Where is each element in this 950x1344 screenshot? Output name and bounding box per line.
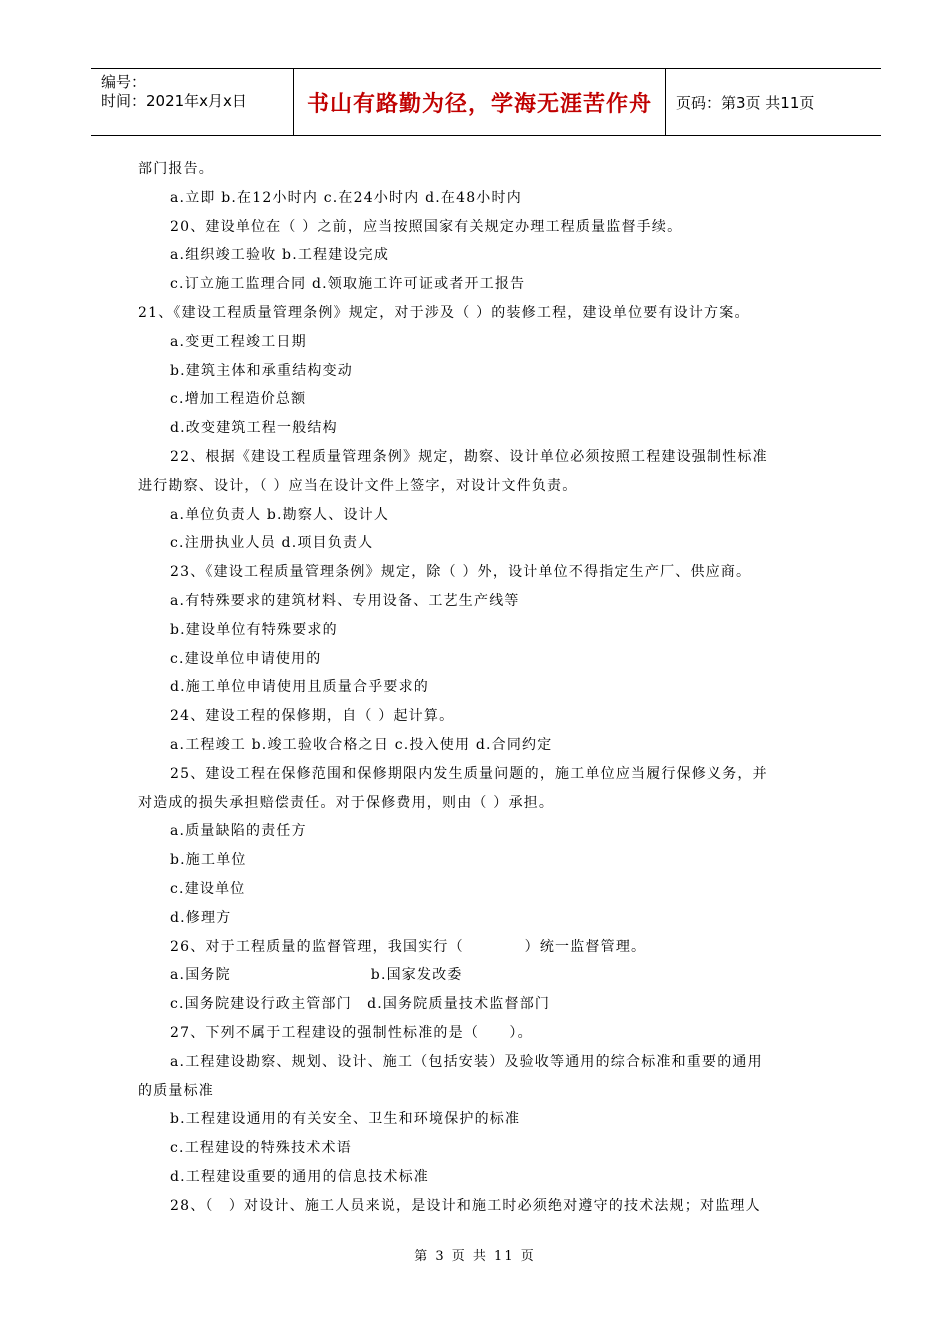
answer-option: a.工程建设勘察、规划、设计、施工（包括安装）及验收等通用的综合标准和重要的通用 <box>170 1053 763 1070</box>
answer-option: b.工程建设通用的有关安全、卫生和环境保护的标准 <box>170 1111 521 1128</box>
answer-option: b.建筑主体和承重结构变动 <box>170 362 354 379</box>
answer-option-continued: 的质量标准 <box>138 1082 214 1099</box>
answer-option: a.有特殊要求的建筑材料、专用设备、工艺生产线等 <box>170 592 520 609</box>
answer-option: d.改变建筑工程一般结构 <box>170 420 338 437</box>
answer-option: d.工程建设重要的通用的信息技术标准 <box>170 1168 430 1185</box>
answer-option-a: a.国务院 <box>170 967 231 984</box>
document-body <box>138 155 838 1220</box>
header-meta <box>91 69 291 135</box>
answer-options: c.注册执业人员 d.项目负责人 <box>170 535 374 552</box>
question-20: 20、建设单位在（ ）之前，应当按照国家有关规定办理工程质量监督手续。 <box>170 218 683 235</box>
answer-option: d.施工单位申请使用且质量合乎要求的 <box>170 679 430 696</box>
question-28: 28、（ ）对设计、施工人员来说，是设计和施工时必须绝对遵守的技术法规；对监理人 <box>170 1197 761 1214</box>
answer-option: c.建设单位 <box>170 880 246 897</box>
page-footer: 第 3 页 共 11 页 <box>414 1249 536 1264</box>
answer-option: a.质量缺陷的责任方 <box>170 823 307 840</box>
header-motto: 书山有路勤为径，学海无涯苦作舟 <box>306 91 652 117</box>
answer-options: a.组织竣工验收 b.工程建设完成 <box>170 247 390 264</box>
page-header <box>91 68 881 136</box>
answer-option: d.修理方 <box>170 909 232 926</box>
question-27: 27、下列不属于工程建设的强制性标准的是（ ）。 <box>170 1024 533 1041</box>
question-22: 22、根据《建设工程质量管理条例》规定，勘察、设计单位必须按照工程建设强制性标准 <box>170 448 768 465</box>
answer-options: a.单位负责人 b.勘察人、设计人 <box>170 506 390 523</box>
answer-option: c.增加工程造价总额 <box>170 391 307 408</box>
question-21: 21、《建设工程质量管理条例》规定，对于涉及（ ）的装修工程，建设单位要有设计方案。 <box>138 304 750 321</box>
question-24: 24、建设工程的保修期，自（ ）起计算。 <box>170 708 455 725</box>
answer-options: c.订立施工监理合同 d.领取施工许可证或者开工报告 <box>170 276 526 293</box>
question-22-continued: 进行勘察、设计，（ ）应当在设计文件上签字，对设计文件负责。 <box>138 477 578 494</box>
text-line: 部门报告。 <box>138 161 214 177</box>
question-25-continued: 对造成的损失承担赔偿责任。对于保修费用，则由（ ）承担。 <box>138 794 555 811</box>
header-page-number: 页码：第3页 共11页 <box>676 93 815 112</box>
answer-options <box>138 961 838 990</box>
answer-options: a.立即 b.在12小时内 c.在24小时内 d.在48小时内 <box>170 189 522 206</box>
document-number-label: 编号： <box>101 73 147 91</box>
answer-option: a.变更工程竣工日期 <box>170 333 307 350</box>
answer-options: a.工程竣工 b.竣工验收合格之日 c.投入使用 d.合同约定 <box>170 736 553 753</box>
answer-option-b: b.国家发改委 <box>370 967 463 984</box>
question-23: 23、《建设工程质量管理条例》规定，除（ ）外，设计单位不得指定生产厂、供应商。 <box>170 564 752 581</box>
answer-option: c.建设单位申请使用的 <box>170 650 322 667</box>
answer-option: c.工程建设的特殊技术术语 <box>170 1140 352 1157</box>
answer-options: c.国务院建设行政主管部门 d.国务院质量技术监督部门 <box>170 996 551 1013</box>
answer-option: b.施工单位 <box>170 852 247 869</box>
document-date-label: 时间：2021年x月x日 <box>101 92 247 110</box>
question-25: 25、建设工程在保修范围和保修期限内发生质量问题的，施工单位应当履行保修义务，并 <box>170 765 768 782</box>
question-26: 26、对于工程质量的监督管理，我国实行（ ）统一监督管理。 <box>170 938 647 955</box>
answer-option: b.建设单位有特殊要求的 <box>170 621 338 638</box>
